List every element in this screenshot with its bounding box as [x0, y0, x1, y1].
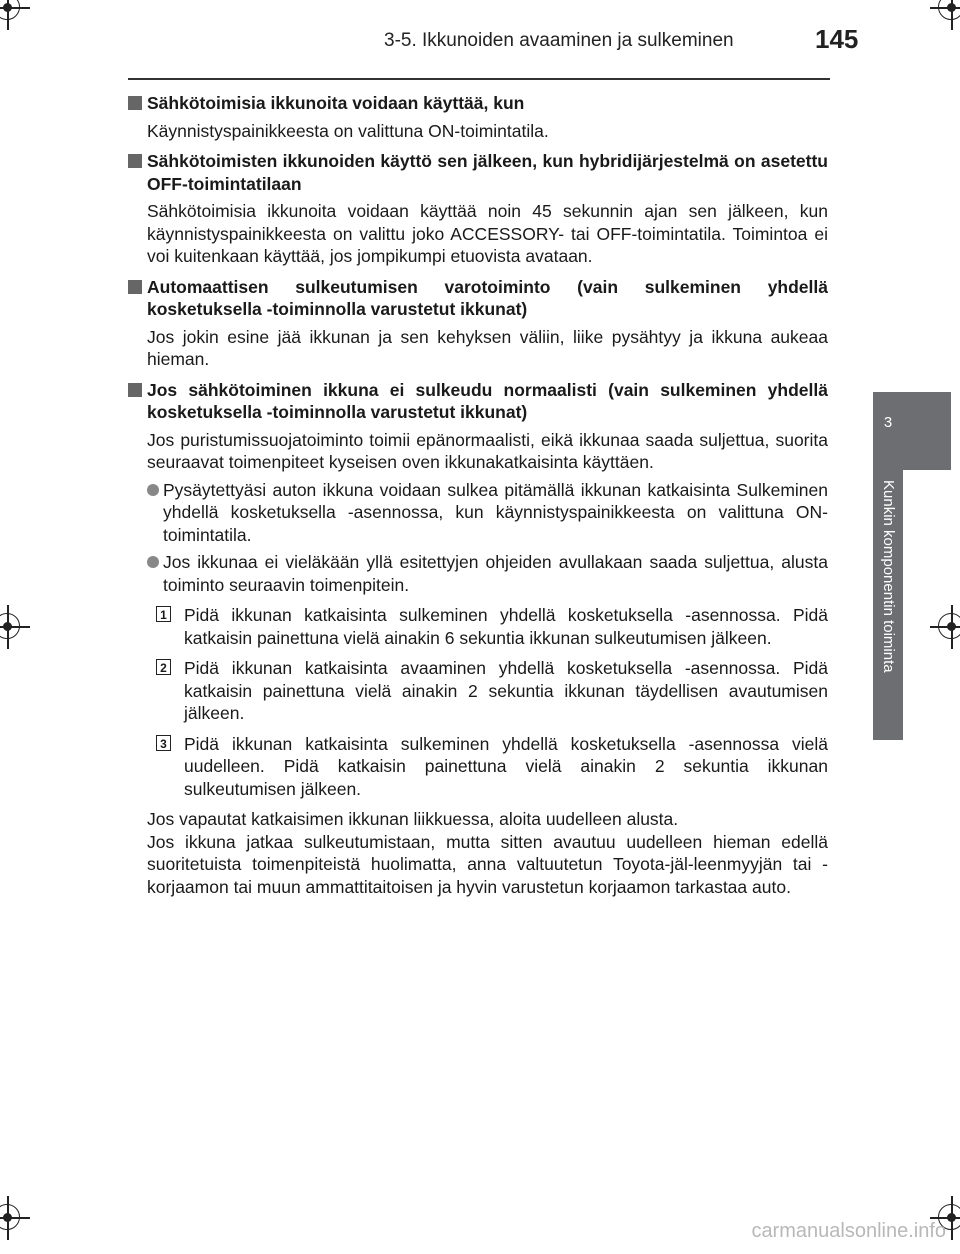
- step-number: 2: [156, 659, 171, 675]
- registration-mark-icon: [0, 0, 30, 30]
- section-title: 3-5. Ikkunoiden avaaminen ja sulkeminen: [384, 30, 734, 51]
- section-heading: Sähkötoimisia ikkunoita voidaan käyttää, kun: [128, 92, 828, 115]
- chapter-title: Kunkin komponentin toiminta: [880, 480, 897, 673]
- watermark: carmanualsonline.info: [751, 1220, 946, 1242]
- section-paragraph: Jos puristumissuojatoiminto toimii epänormaalisti, eikä ikkunaa saada suljettua, suorita seuraavat toimenpiteet kyseisen oven ikkunakatkaisinta käyttäen.: [147, 429, 828, 472]
- list-item: Jos ikkunaa ei vieläkään yllä esitettyjen ohjeiden avullakaan saada suljettua, alusta toiminto seuraavin toimenpitein.: [147, 551, 828, 596]
- header-divider: [128, 78, 830, 80]
- step-item: 1 Pidä ikkunan katkaisinta sulkeminen yhdellä kosketuksella -asennossa. Pidä katkaisin painettuna vielä ainakin 6 sekuntia ikkunan sulkeutumisen jälkeen.: [156, 604, 828, 649]
- section: [128, 379, 828, 899]
- registration-mark-icon: [930, 605, 960, 649]
- round-bullet-icon: [147, 484, 159, 496]
- chapter-number: 3: [883, 414, 893, 431]
- chapter-tab: [873, 392, 951, 470]
- step-number: 1: [156, 606, 171, 622]
- list-item: Pysäytettyäsi auton ikkuna voidaan sulkea pitämällä ikkunan katkaisinta Sulkeminen yhdellä kosketuksella -asennossa, kun käynnistyspainikkeesta on valittuna ON-toimintatila.: [147, 479, 828, 547]
- registration-mark-icon: [0, 1196, 30, 1240]
- section: [128, 150, 828, 268]
- section-paragraph: Jos jokin esine jää ikkunan ja sen kehyksen väliin, liike pysähtyy ja ikkuna aukeaa hieman.: [147, 326, 828, 369]
- section-heading: Sähkötoimisten ikkunoiden käyttö sen jälkeen, kun hybridijärjestelmä on asetettu OFF-toimintatilaan: [128, 150, 828, 195]
- square-bullet-icon: [128, 154, 142, 168]
- registration-mark-icon: [0, 605, 30, 649]
- step-item: 2 Pidä ikkunan katkaisinta avaaminen yhdellä kosketuksella -asennossa. Pidä katkaisin painettuna vielä ainakin 2 sekuntia ikkunan täydellisen avautumisen jälkeen.: [156, 657, 828, 725]
- step-number: 3: [156, 735, 171, 751]
- section: [128, 276, 828, 371]
- closing-paragraph: Jos vapautat katkaisimen ikkunan liikkuessa, aloita uudelleen alusta. Jos ikkuna jatkaa sulkeutumistaan, mutta sitten avautuu uudelleen hieman edellä suoritetuista toimenpiteistä huolimatta, anna valtuutetun Toyota-jäl-leenmyyjän tai -korjaamon tai muun ammattitaitoisen ja hyvin varustetun korjaamon tarkastaa auto.: [147, 809, 828, 897]
- section: [128, 92, 828, 142]
- round-bullet-icon: [147, 556, 159, 568]
- section-paragraph: Käynnistyspainikkeesta on valittuna ON-toimintatila.: [147, 120, 549, 141]
- step-item: 3 Pidä ikkunan katkaisinta sulkeminen yhdellä kosketuksella -asennossa vielä uudelleen. Pidä katkaisin painettuna vielä ainakin 2 sekuntia ikkunan sulkeutumisen jälkeen.: [156, 733, 828, 801]
- section-paragraph: Sähkötoimisia ikkunoita voidaan käyttää noin 45 sekunnin ajan sen jälkeen, kun käynnistyspainikkeesta on valittu joko ACCESSORY- tai OFF-toimintatila. Toimintoa ei voi kuitenkaan käyttää, jos jompikumpi etuovista avataan.: [147, 201, 828, 266]
- square-bullet-icon: [128, 280, 142, 294]
- section-heading: Automaattisen sulkeutumisen varotoiminto (vain sulkeminen yhdellä kosketuksella -toiminnolla varustetut ikkunat): [128, 276, 828, 321]
- square-bullet-icon: [128, 383, 142, 397]
- registration-mark-icon: [930, 0, 960, 30]
- chapter-title-vertical: [877, 480, 899, 740]
- page-number: 145: [815, 24, 859, 54]
- square-bullet-icon: [128, 96, 142, 110]
- section-heading: Jos sähkötoiminen ikkuna ei sulkeudu normaalisti (vain sulkeminen yhdellä kosketuksella -toiminnolla varustetut ikkunat): [128, 379, 828, 424]
- page-content: [128, 92, 828, 906]
